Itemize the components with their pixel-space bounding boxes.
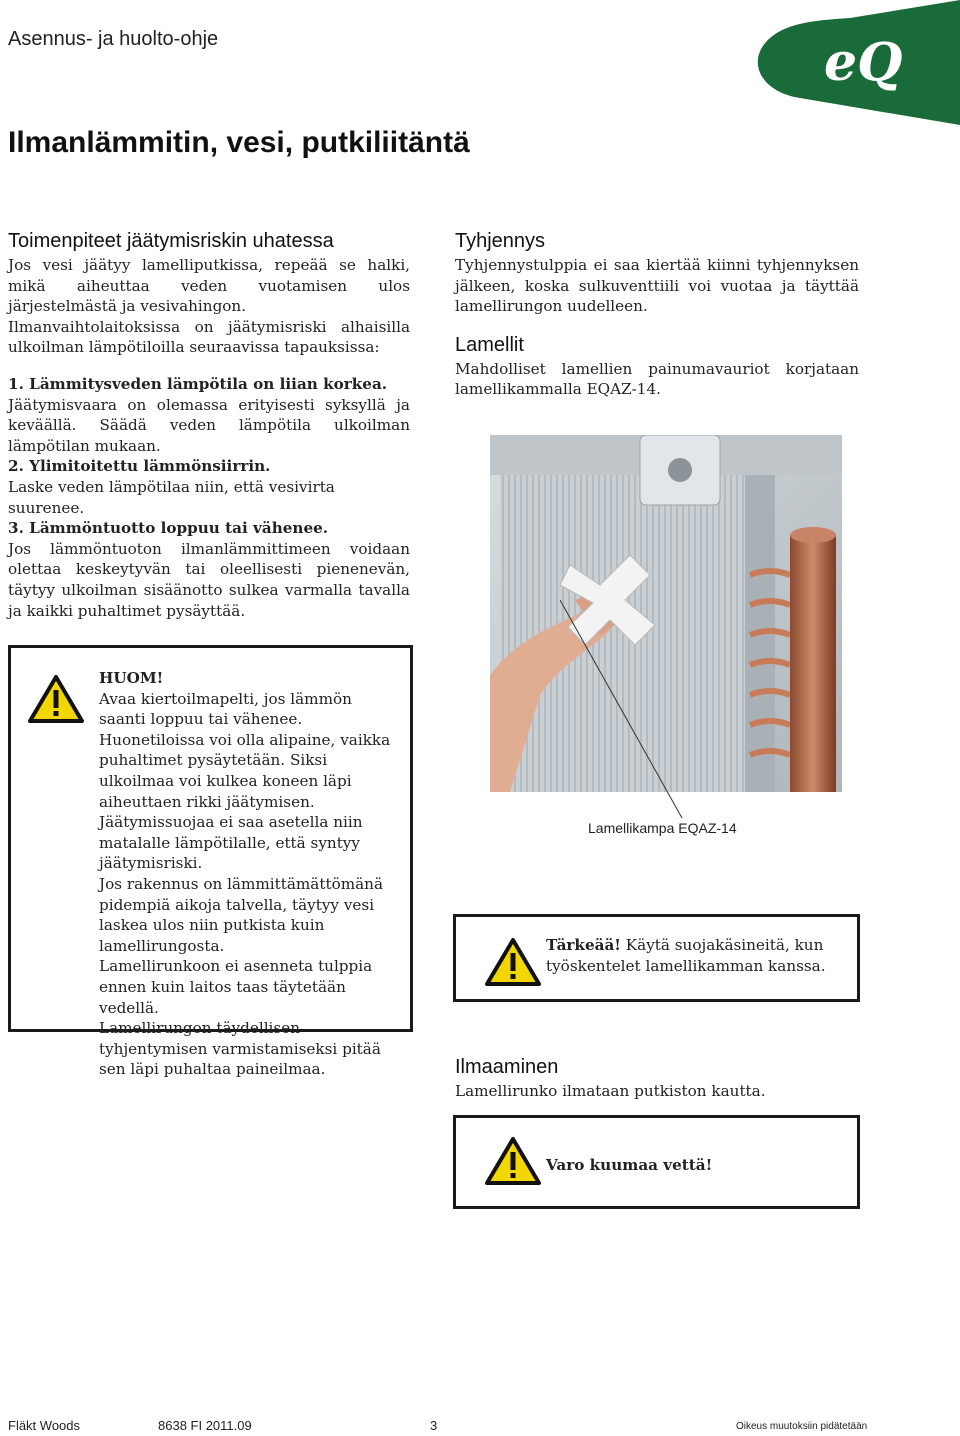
huom-p5: Lamellirunkoon ei asenneta tulppia ennen kuin laitos taas täytetään vedellä. [99, 957, 373, 1017]
item3-title: 3. Lämmöntuotto loppuu tai vähenee. [8, 519, 329, 538]
freezing-intro-paragraph: Jos vesi jäätyy lamelliputkissa, repeää se halki, mikä aiheuttaa veden vuotamisen ulos järjestelmästä ja vesivahingon. [8, 256, 410, 316]
footer-doc-code: 8638 FI 2011.09 [158, 1418, 252, 1433]
draining-text: Tyhjennystulppia ei saa kiertää kiinni tyhjennyksen jälkeen, koska sulkuventtiili voi vuotaa ja täyttää lamellirungon uudelleen. [455, 256, 859, 316]
photo-caption: Lamellikampa EQAZ-14 [588, 820, 737, 836]
huom-p1: Avaa kiertoilmapelti, jos lämmön saanti loppuu tai vähenee. [99, 689, 352, 729]
important-text [546, 935, 846, 976]
item3-text: Jos lämmöntuoton ilmanlämmittimeen voidaan olettaa keskeytyvän tai oleellisesti pienenevän, täytyy ulkoilman sisäänotto sulkea varmalla tavalla ja kaikki puhaltimet pysäyttää. [8, 539, 410, 620]
page-footer [0, 1418, 960, 1436]
section-heading-fins: Lamellit [455, 333, 524, 356]
eq-logo [740, 0, 960, 128]
item1-text: Jäätymisvaara on olemassa erityisesti syksyllä ja keväällä. Säädä veden lämpötila ulkoilman lämpötilan mukaan. [8, 395, 410, 455]
footer-rights: Oikeus muutoksiin pidätetään [736, 1421, 868, 1432]
important-message: Käytä suojakäsineitä, kun työskentelet lamellikamman kanssa. [546, 936, 826, 975]
freezing-risk-paragraph: Ilmanvaihtolaitoksissa on jäätymisriski alhaisilla ulkoilman lämpötiloilla seuraavissa tapauksissa: [8, 317, 410, 357]
huom-text [99, 668, 399, 1080]
left-column [8, 229, 410, 621]
caption-leader-line [560, 600, 820, 830]
huom-warning-box [8, 645, 413, 1079]
huom-p3: Jäätymissuojaa ei saa asetella niin matalalle lämpötilalle, että syntyy jäätymisriski. [99, 813, 363, 873]
hot-water-warning-text: Varo kuumaa vettä! [546, 1156, 713, 1174]
document-header-title: Asennus- ja huolto-ohje [8, 28, 219, 50]
huom-p4: Jos rakennus on lämmittämättömänä pidempiä aikoja talvella, täytyy vesi laskea ulos niin putkista kuin lamellirungosta. [99, 874, 384, 955]
item2-title: 2. Ylimitoitettu lämmönsiirrin. [8, 457, 271, 476]
fins-text: Mahdolliset lamellien painumavauriot korjataan lamellikammalla EQAZ-14. [455, 359, 859, 399]
section-heading-freezing: Toimenpiteet jäätymisriskin uhatessa [8, 230, 334, 252]
page-title: Ilmanlämmitin, vesi, putkiliitäntä [8, 126, 470, 159]
venting-text: Lamellirunko ilmataan putkiston kautta. [455, 1082, 766, 1100]
item1-title: 1. Lämmitysveden lämpötila on liian korkea. [8, 374, 388, 393]
important-warning-box [453, 914, 860, 1002]
footer-page-number: 3 [430, 1418, 438, 1433]
huom-p6: Lamellirungon täydellisen tyhjentymisen varmistamiseksi pitää sen läpi puhaltaa paineilmaa. [99, 1019, 381, 1079]
important-label: Tärkeää! [546, 936, 621, 954]
section-heading-venting: Ilmaaminen [455, 1056, 559, 1078]
venting-section [455, 1055, 859, 1102]
footer-company: Fläkt Woods [8, 1418, 81, 1433]
warning-triangle-icon [484, 1136, 542, 1186]
huom-title: HUOM! [99, 669, 164, 687]
hot-water-warning-box [453, 1115, 860, 1209]
warning-triangle-icon [27, 674, 85, 724]
right-column [455, 229, 859, 400]
huom-p2: Huonetiloissa voi olla alipaine, vaikka puhaltimet pysäytetään. Siksi ulkoilmaa voi kulkea koneen läpi aiheuttaen rikki jäätymisen. [99, 730, 391, 811]
warning-triangle-icon [484, 937, 542, 987]
item2-text: Laske veden lämpötilaa niin, että vesivirta suurenee. [8, 477, 335, 517]
section-heading-draining: Tyhjennys [455, 230, 546, 252]
logo-text: eQ [824, 32, 903, 93]
